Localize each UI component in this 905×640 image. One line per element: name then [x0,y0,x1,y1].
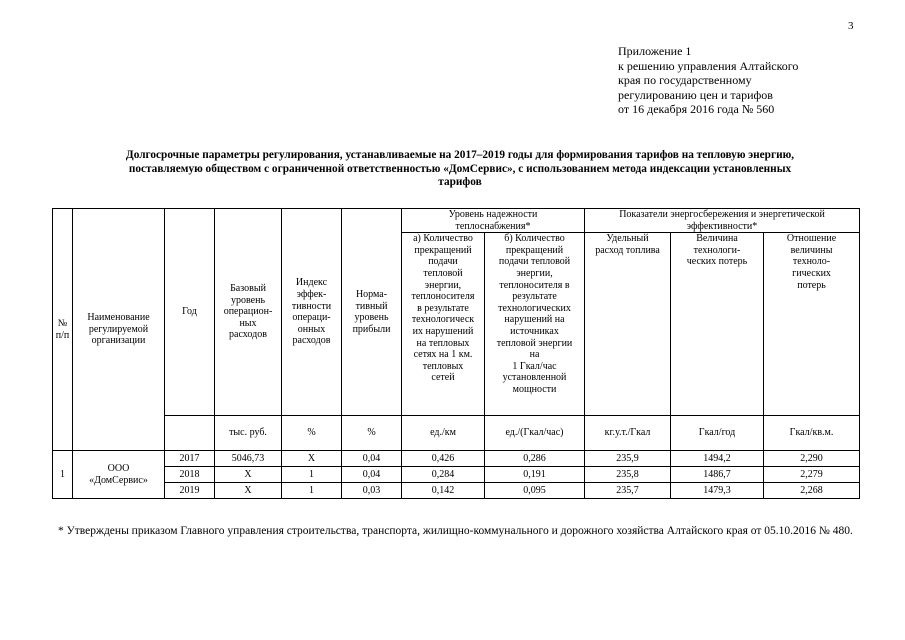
table-row [53,467,860,483]
text-line: гических [792,267,831,279]
unit-losses: Гкал/год [671,416,764,451]
cell-reliability-b: 0,286 [485,451,585,467]
cell-fuel: 235,8 [585,467,671,483]
cell-base: Х [215,467,282,483]
text-line: операци- [292,312,331,324]
text-line: тепловой [423,267,463,279]
header-technological-losses [671,233,764,416]
header-base-expenses [215,209,282,416]
cell-losses: 1479,3 [671,483,764,499]
text-line: расходов [292,335,331,347]
header-reliability-b [485,233,585,416]
text-line: 1 Гкал/час [512,360,557,372]
title-line: поставляемую обществом с ограниченной ответственностью «ДомСервис», с использованием метода индексации установленных [128,162,792,175]
unit-ratio: Гкал/кв.м. [764,416,860,451]
footnote: * Утверждены приказом Главного управления строительства, транспорта, жилищно-коммунального и дорожного хозяйства Алтайского края от 05.10.2016 № 480. [58,525,853,537]
text-line: расход топлива [595,244,660,256]
text-line: результате [512,291,557,303]
text-line: Индекс [295,277,328,289]
text-line: на тепловых [416,337,470,349]
text-line: тивности [291,300,332,312]
appendix-header [618,44,878,117]
text-line: на [529,349,540,361]
text-line: Уровень надежности [448,209,538,220]
text-line: Базовый [230,283,266,295]
cell-reliability-a: 0,142 [402,483,485,499]
table-row [53,451,860,467]
text-line: подачи тепловой [498,256,571,268]
appendix-line: Приложение 1 [618,44,692,58]
text-line: сетях на 1 км. [413,349,473,361]
page-number: 3 [848,20,854,32]
cell-fuel: 235,7 [585,483,671,499]
cell-index: 1 [282,467,342,483]
text-line: Отношение [786,233,837,245]
text-line: п/п [55,329,70,341]
header-reliability-a [402,233,485,416]
text-line: тепловой энергии [496,337,573,349]
text-line: Величина [696,233,738,245]
text-line: Норма- [355,288,388,300]
cell-num: 1 [53,451,73,499]
parameters-table [52,208,860,499]
text-line: установленной [502,372,567,384]
cell-reliability-b: 0,095 [485,483,585,499]
cell-ratio: 2,290 [764,451,860,467]
text-line: регулируемой [88,323,149,335]
cell-reliability-b: 0,191 [485,467,585,483]
cell-year: 2018 [165,467,215,483]
text-line: Показатели энергосбережения и энергетической [619,209,825,220]
cell-year: 2017 [165,451,215,467]
cell-index: 1 [282,483,342,499]
text-line: уровень [230,294,265,306]
text-line: сетей [431,372,455,384]
appendix-line: края по государственному [618,73,752,88]
cell-reliability-a: 0,284 [402,467,485,483]
cell-profit: 0,03 [342,483,402,499]
unit-fuel: кг.у.т./Гкал [585,416,671,451]
text-line: эффек- [296,288,327,300]
cell-ratio: 2,268 [764,483,860,499]
unit-reliability-a: ед./км [402,416,485,451]
text-line: «ДомСервис» [89,474,148,486]
text-line: их нарушений [412,325,474,337]
unit-year [165,416,215,451]
text-line: величины [790,244,833,256]
text-line: а) Количество [413,233,473,245]
text-line: тивный [355,300,388,312]
text-line: теплоносителя [411,291,475,303]
header-efficiency-group [585,209,860,233]
text-line: источниках [510,325,559,337]
header-efficiency-index [282,209,342,416]
text-line: расходов [229,329,267,341]
table-row [53,483,860,499]
appendix-line: регулированию цен и тарифов [618,87,773,102]
text-line: в результате [417,302,469,314]
text-line: нарушений на [504,314,565,326]
text-line: энергии, [424,279,462,291]
cell-index: Х [282,451,342,467]
title-line: Долгосрочные параметры регулирования, устанавливаемые на 2017–2019 годы для формирования тарифов на тепловую энергию, [125,149,795,161]
title-line: тарифов [438,176,482,189]
text-line: эффективности* [686,220,758,232]
text-line: Наименование [87,312,150,324]
text-line: прибыли [352,323,391,335]
cell-profit: 0,04 [342,451,402,467]
cell-base: Х [215,483,282,499]
cell-org-name [73,451,165,499]
cell-losses: 1486,7 [671,467,764,483]
text-line: техноло- [792,256,831,268]
appendix-line: от 16 декабря 2016 года № 560 [618,102,775,117]
text-line: Удельный [606,233,649,245]
text-line: технологи- [693,244,741,256]
header-num [53,209,73,451]
header-losses-ratio [764,233,860,416]
cell-year: 2019 [165,483,215,499]
text-line: технологических [498,302,571,314]
text-line: технологическ [411,314,475,326]
text-line: ООО [107,463,130,475]
text-line: теплоносителя в [499,279,570,291]
unit-profit: % [342,416,402,451]
header-year: Год [165,209,215,416]
text-line: прекращений [414,244,472,256]
cell-losses: 1494,2 [671,451,764,467]
text-line: тепловых [422,360,464,372]
document-title [60,149,860,190]
cell-reliability-a: 0,426 [402,451,485,467]
cell-base: 5046,73 [215,451,282,467]
text-line: ческих потерь [686,256,748,268]
text-line: мощности [512,383,557,395]
text-line: операцион- [223,306,273,318]
text-line: ных [239,317,257,329]
text-line: организации [91,335,146,347]
header-org-name [73,209,165,451]
appendix-line: к решению управления Алтайского [618,58,799,73]
text-line: № [57,318,68,329]
header-fuel-consumption [585,233,671,416]
text-line: б) Количество [504,233,565,245]
text-line: онных [297,323,326,335]
unit-base: тыс. руб. [215,416,282,451]
text-line: теплоснабжения* [455,220,531,232]
header-reliability-group [402,209,585,233]
text-line: прекращений [505,244,564,256]
text-line: подачи [428,256,458,268]
cell-profit: 0,04 [342,467,402,483]
unit-reliability-b: ед./(Гкал/час) [485,416,585,451]
cell-fuel: 235,9 [585,451,671,467]
unit-index: % [282,416,342,451]
text-line: потерь [797,279,826,291]
text-line: энергии, [516,267,553,279]
text-line: уровень [354,312,389,324]
cell-ratio: 2,279 [764,467,860,483]
header-profit-level [342,209,402,416]
